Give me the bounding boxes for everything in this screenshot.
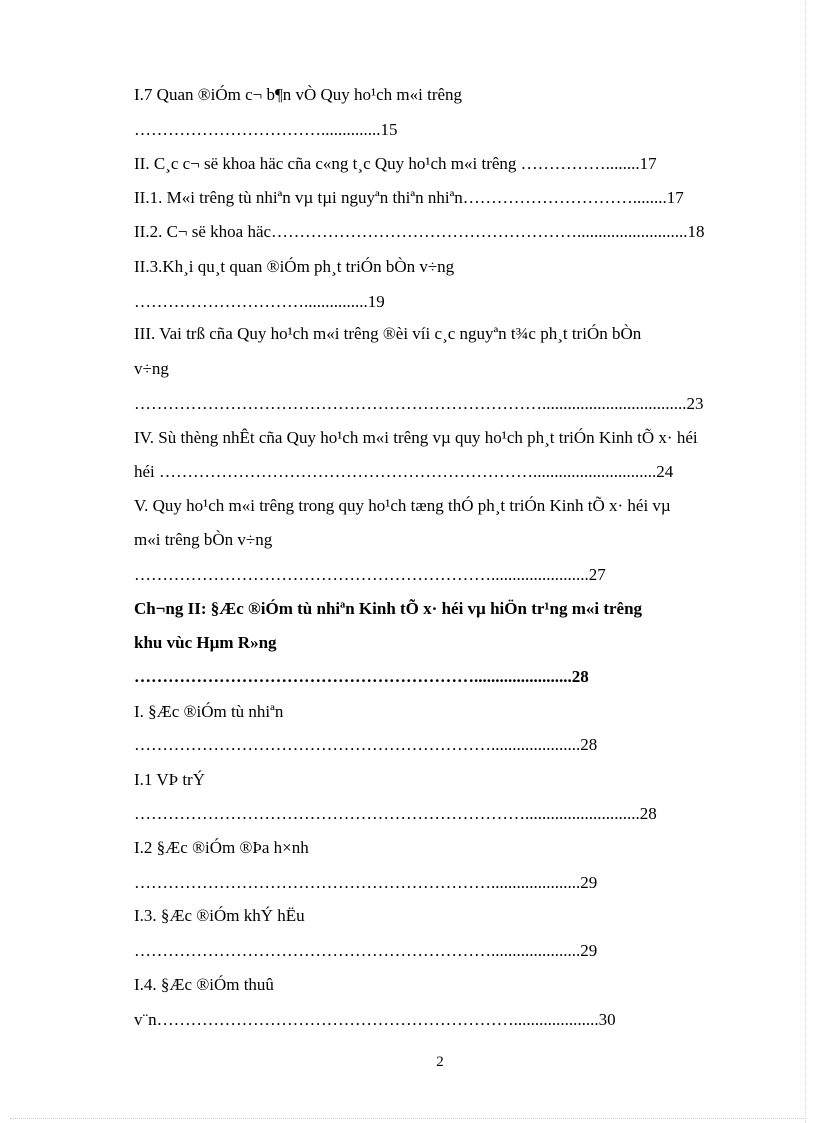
toc-chapter-heading-cont: khu vùc Hµm R»ng — [134, 633, 277, 652]
toc-entry: II. C¸c c¬ së khoa häc cña c«ng t¸c Quy ho¹ch m«i trêng ……………........17 — [134, 154, 657, 173]
toc-entry-heading: IV. Sù thèng nhÊt cña Quy ho¹ch m«i trêng vµ quy ho¹ch ph¸t triÓn Kinh tÕ x· héi — [134, 428, 698, 447]
toc-entry-leader: ……………………………………………………………...........................28 — [134, 804, 657, 823]
toc-entry-heading-cont: v÷ng — [134, 359, 169, 378]
page-right-divider — [805, 0, 806, 1123]
page-bottom-divider — [10, 1118, 806, 1119]
toc-entry-leader: ……………………………………………………….....................29 — [134, 941, 598, 960]
page-number: 2 — [436, 1054, 444, 1070]
toc-entry-leader: v¨n………………………………………………………....................30 — [134, 1010, 616, 1029]
toc-entry-heading: I.3. §Æc ®iÓm khÝ hËu — [134, 906, 305, 925]
toc-entry-leader: ……………………………..............15 — [134, 120, 398, 139]
toc-entry-leader: …………………………...............19 — [134, 292, 385, 311]
toc-chapter-heading: Ch¬ng II: §Æc ®iÓm tù nhiªn Kinh tÕ x· héi vµ hiÖn tr¹ng m«i trêng — [134, 599, 643, 618]
toc-entry-heading: V. Quy ho¹ch m«i trêng trong quy ho¹ch tæng thÓ ph¸t triÓn Kinh tÕ x· héi vµ — [134, 496, 671, 515]
toc-entry-heading: II.3.Kh¸i qu¸t quan ®iÓm ph¸t triÓn bÒn v÷ng — [134, 257, 455, 276]
toc-entry-leader: ……………………………………………………….......................27 — [134, 565, 606, 584]
toc-entry-heading: I.2 §Æc ®iÓm ®Þa h×nh — [134, 838, 309, 857]
toc-entry: II.2. C¬ së khoa häc………………………………………………..........................18 — [134, 222, 705, 241]
toc-entry-leader: héi ………………………………………………………….............................24 — [134, 462, 674, 481]
toc-entry: II.1. M«i trêng tù nhiªn vµ tµi nguyªn thiªn nhiªn…………………………........17 — [134, 188, 684, 207]
toc-entry-heading: III. Vai trß cña Quy ho¹ch m«i trêng ®èi víi c¸c nguyªn t¾c ph¸t triÓn bÒn — [134, 324, 642, 343]
toc-entry-heading: I.4. §Æc ®iÓm thuû — [134, 975, 274, 994]
toc-entry-leader: ……………………………………………………….....................29 — [134, 873, 598, 892]
toc-entry-leader: ……………………………………………………….....................28 — [134, 735, 598, 754]
toc-entry-heading: I.1 VÞ trÝ — [134, 770, 205, 789]
toc-entry-heading: I.7 Quan ®iÓm c¬ b¶n vÒ Quy ho¹ch m«i trêng — [134, 85, 463, 104]
toc-entry-heading-cont: m«i trêng bÒn v÷ng — [134, 530, 273, 549]
toc-entry-leader: ………………………………………………………………..................................23 — [134, 394, 704, 413]
toc-entry-heading: I. §Æc ®iÓm tù nhiªn — [134, 702, 284, 721]
toc-chapter-leader: …………………………………………………….......................28 — [134, 667, 589, 686]
